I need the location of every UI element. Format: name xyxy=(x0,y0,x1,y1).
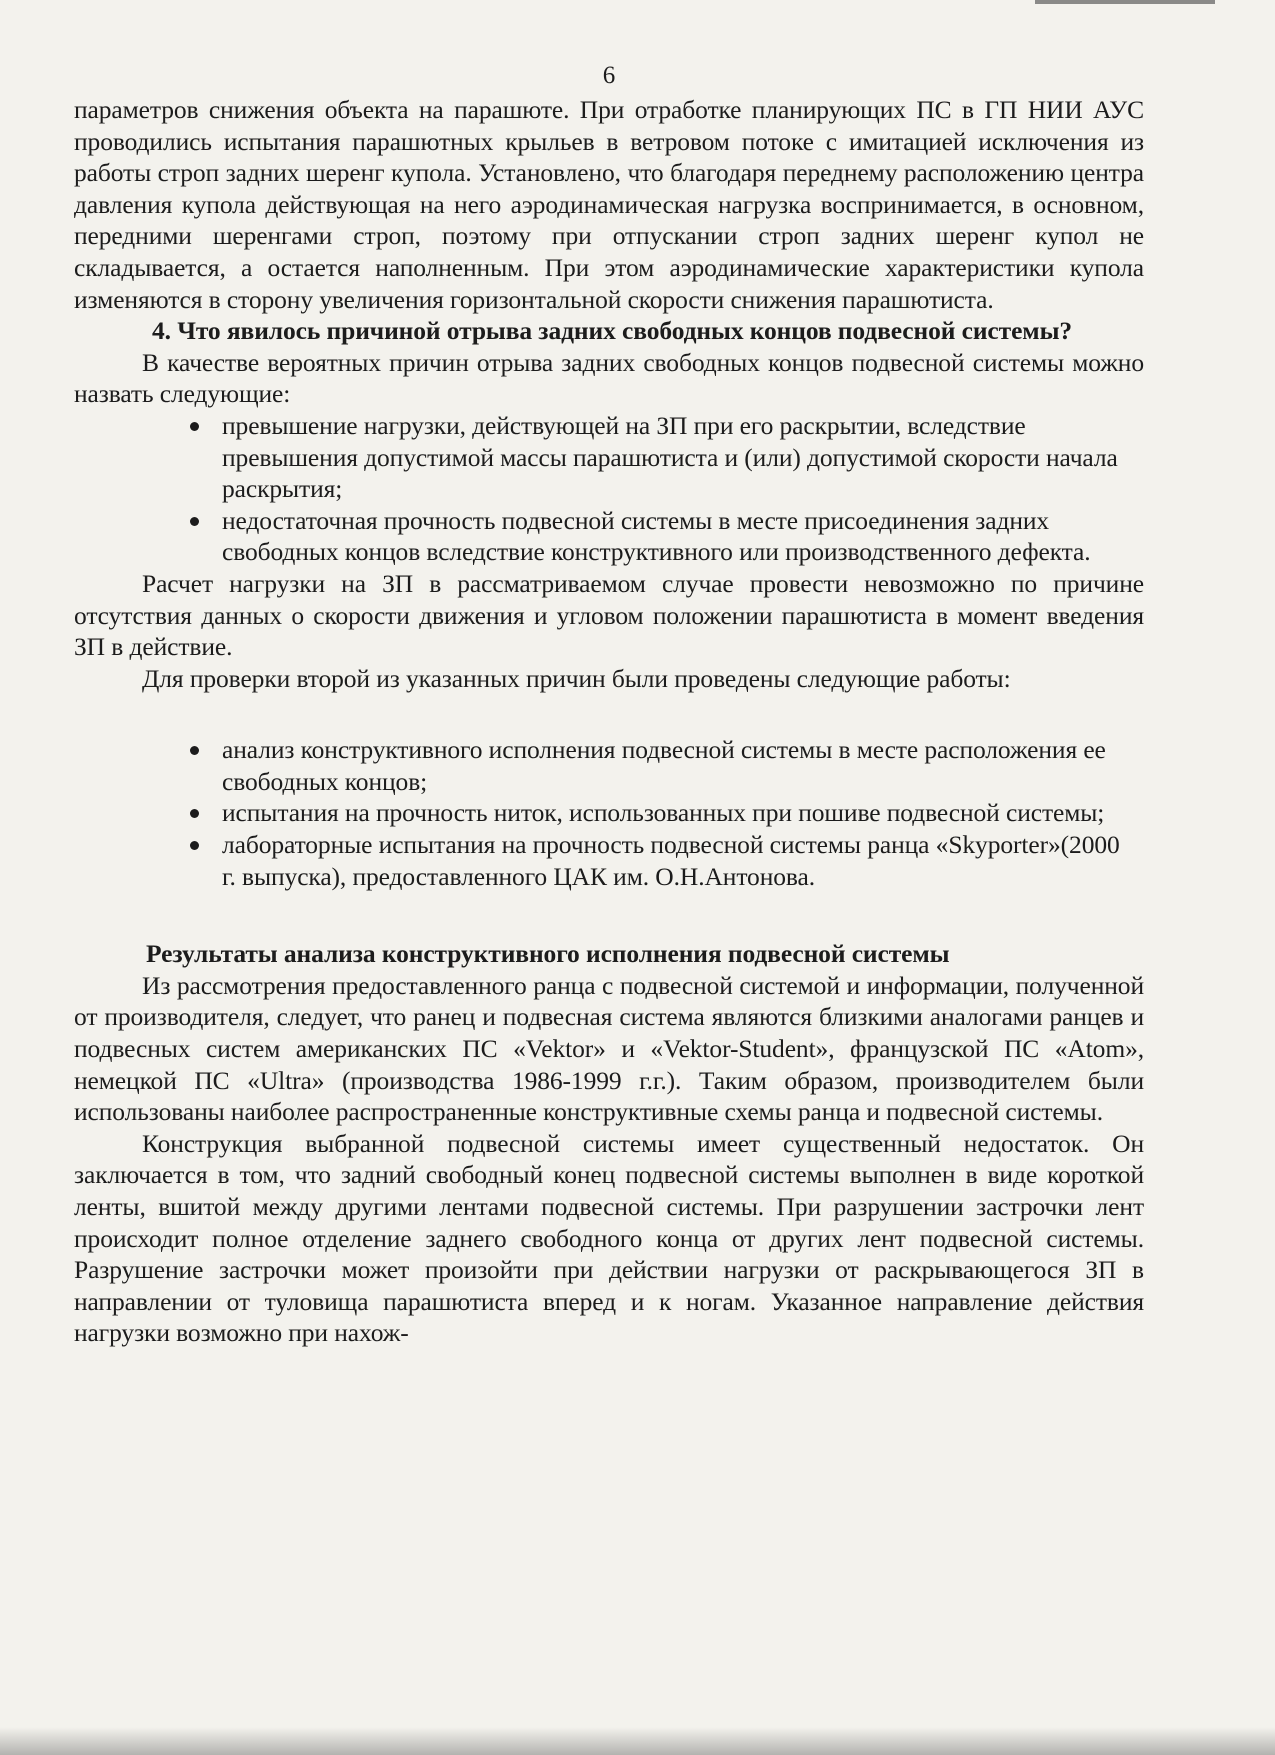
bullet-icon xyxy=(190,517,199,526)
section-heading-analysis: Результаты анализа конструктивного исполнения подвесной системы xyxy=(146,939,950,969)
list-item-text: испытания на прочность ниток, использованных при пошиве подвесной системы; xyxy=(222,798,1105,828)
list-item xyxy=(74,829,1144,892)
list-item-text: превышение нагрузки, действующей на ЗП при его раскрытии, вследствие превышения допустимой массы парашютиста и (или) допустимой скорости начала раскрытия; xyxy=(222,410,1118,504)
spacer xyxy=(74,892,1144,938)
paragraph-parashute-tests: параметров снижения объекта на парашюте. При отработке планирующих ПС в ГП НИИ АУС проводились испытания парашютных крыльев в ветровом потоке с имитацией исключения из работы строп задних шеренг купола. Установлено, что благодаря переднему расположению центра давления купола действующая на него аэродинамическая нагрузка воспринимается, в основном, передними шеренгами строп, поэтому при отпускании строп задних шеренг купол не складывается, а остается наполненным. При этом аэродинамические характеристики купола изменяются в сторону увеличения горизонтальной скорости снижения парашютиста. xyxy=(74,95,1144,314)
question-heading-4: 4. Что явилось причиной отрыва задних свободных концов подвесной системы? xyxy=(152,316,1073,346)
list-item-text: лабораторные испытания на прочность подвесной системы ранца «Skyporter»(2000 г. выпуска), предоставленного ЦАК им. О.Н.Антонова. xyxy=(222,830,1120,891)
bullet-icon xyxy=(190,809,199,818)
scan-edge-top xyxy=(1035,0,1215,4)
list-item xyxy=(74,505,1144,568)
list-item-text: анализ конструктивного исполнения подвесной системы в месте расположения ее свободных концов; xyxy=(222,735,1106,796)
bullet-icon xyxy=(190,746,199,755)
bullet-icon xyxy=(190,841,199,850)
paragraph-load-calculation: Расчет нагрузки на ЗП в рассматриваемом случае провести невозможно по причине отсутствия данных о скорости движения и угловом положении парашютиста в момент введения ЗП в действие. xyxy=(74,568,1144,662)
bullet-icon xyxy=(190,422,199,431)
list-item xyxy=(74,410,1144,505)
paragraph-verification-works: Для проверки второй из указанных причин были проведены следующие работы: xyxy=(142,663,1011,693)
paragraph-design-flaw: Конструкция выбранной подвесной системы имеет существенный недостаток. Он заключается в том, что задний свободный конец подвесной системы выполнен в виде короткой ленты, вшитой между другими лентами подвесной системы. При разрушении застрочки лент происходит полное отделение заднего свободного конца от других лент подвесной системы. Разрушение застрочки может произойти при действии нагрузки от раскрывающегося ЗП в направлении от туловища парашютиста вперед и к ногам. Указанное направление действия нагрузки возможно при нахож- xyxy=(74,1128,1144,1348)
causes-list xyxy=(74,410,1144,568)
document-page xyxy=(74,62,1144,1349)
works-list xyxy=(74,734,1144,892)
paragraph-analogues: Из рассмотрения предоставленного ранца с подвесной системой и информации, полученной от производителя, следует, что ранец и подвесная система являются близкими аналогами ранцев и подвесных систем американских ПС «Vektor» и «Vektor-Student», французской ПС «Atom», немецкой ПС «Ultra» (производства 1986-1999 г.г.). Таким образом, производителем были использованы наиболее распространенные конструктивные схемы ранца и подвесной системы. xyxy=(74,970,1144,1127)
spacer xyxy=(74,694,1144,734)
list-item xyxy=(74,734,1144,797)
list-item-text: недостаточная прочность подвесной системы в месте присоединения задних свободных концов вследствие конструктивного или производственного дефекта. xyxy=(222,505,1091,567)
list-item xyxy=(74,797,1144,829)
paragraph-probable-causes: В качестве вероятных причин отрыва задних свободных концов подвесной системы можно назвать следующие: xyxy=(74,347,1144,409)
page-number: 6 xyxy=(602,62,616,89)
scan-edge-bottom xyxy=(0,1727,1275,1755)
